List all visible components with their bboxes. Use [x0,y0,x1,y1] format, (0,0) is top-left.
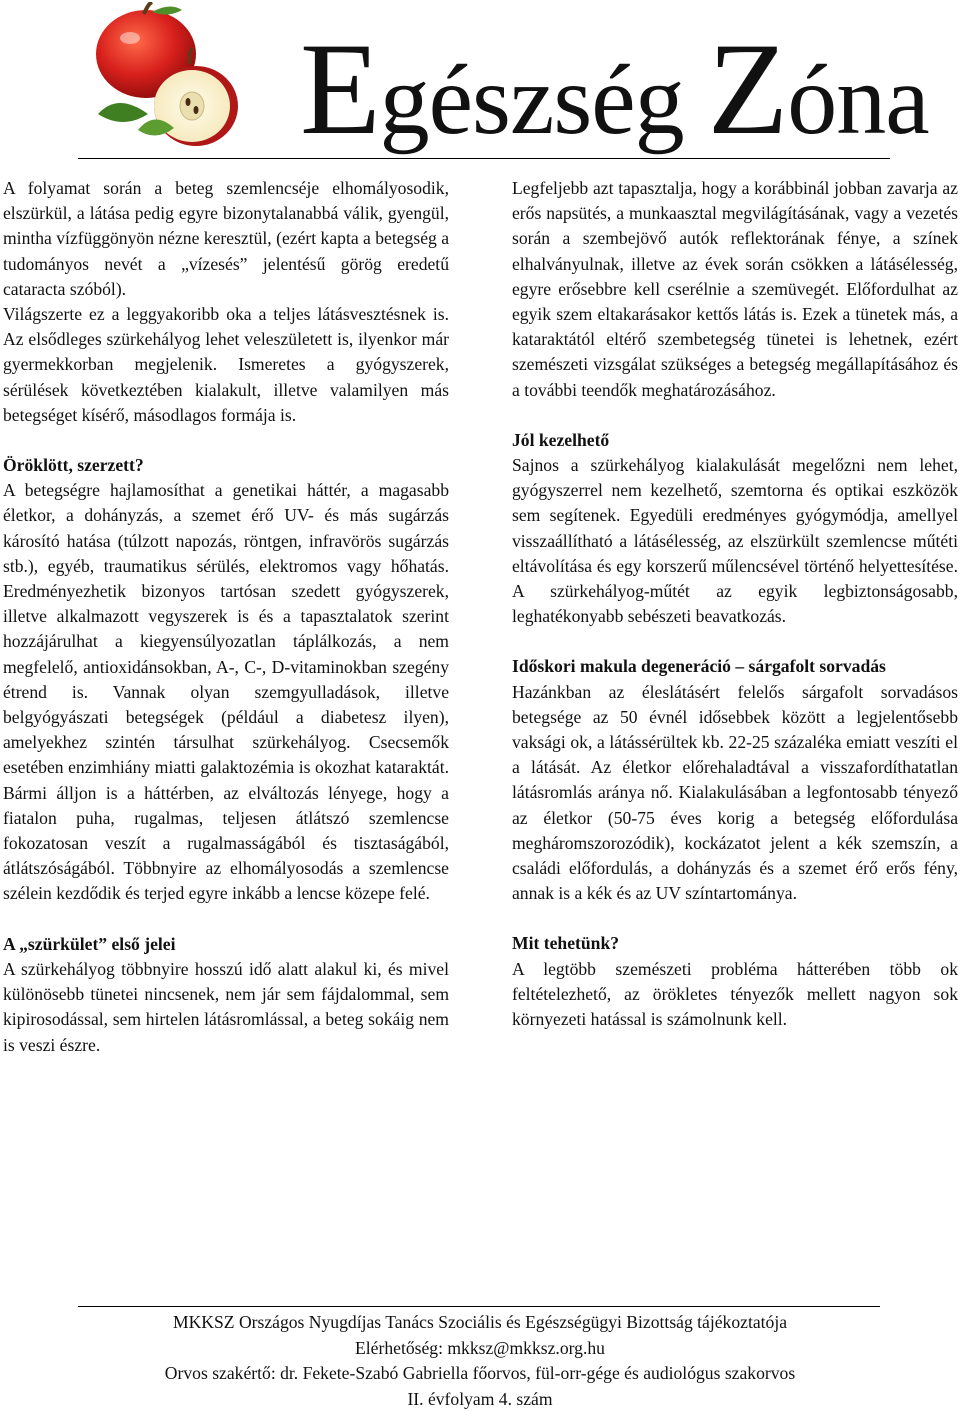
apple-logo-icon [78,2,248,150]
footer-line: MKKSZ Országos Nyugdíjas Tanács Szociális és Egészségügyi Bizottság tájékoztatója [0,1310,960,1336]
paragraph: A folyamat során a beteg szemlencséje elhomályosodik, elszürkül, a látása pedig egyre bizonytalanabbá válik, gyengül, mintha vízfüggönyön nézne keresztül, (ezért kapta a betegség a tudományos nevét a „vízesés” jelentésű görög eredetű cataracta szóból). [3,176,449,302]
spacer [512,403,958,428]
footer-contact: Elérhetőség: mkksz@mkksz.org.hu [0,1336,960,1362]
section-heading: A „szürkület” első jelei [3,932,449,957]
spacer [512,906,958,931]
page-title [300,14,929,175]
paragraph: A betegségre hajlamosíthat a genetikai háttér, a magasabb életkor, a dohányzás, a szemet érő UV- és más sugárzás károsító hatása (túlzott napozás, röntgen, infravörös sugárzás stb.), egyéb, traumatikus sérülés, elektromos vagy hőhatás. Eredményezhetik bizonyos tartósan szedett gyógyszerek, illetve alkalmazott vegyszerek is és a tapasztalatok szerint hozzájárulhat a kiegyensúlyozatlan táplálkozás, a nem megfelelő, antioxidánsokban, A-, C-, D-vitaminokban szegény étrend is. Vannak olyan szemgyulladások, illetve belgyógyászati betegségek (például a diabetesz ilyen), amelyekhez szintén társulhat szürkehályog. Csecsemők esetében enzimhiány miatti galaktozémia is okozhat kataraktát. Bármi álljon is a háttérben, az elváltozás lényege, hogy a fiatalon puha, rugalmas, teljesen átlátszó szemlencse fokozatosan veszít a rugalmasságából és tisztaságából, átlátszóságából. Többnyire az elhomályosodás a szemlencse szélein kezdődik és terjed egyre inkább a lencse közepe felé. [3,478,449,906]
footer-issue: II. évfolyam 4. szám [0,1387,960,1412]
left-column [3,176,449,1058]
header-divider [78,158,890,159]
paragraph: Hazánkban az éleslátásért felelős sárgafolt sorvadásos betegsége az 50 évnél idősebbek között a legjelentősebb vaksági ok, a látássérültek kb. 22-25 százaléka emiatt veszíti el a látását. Az életkor előrehaladtával a visszafordíthatatlan látásromlás aránya nő. Kialakulásában a legfontosabb tényező az életkor (50-75 éves korig a betegség előfordulása megháromszorozódik), kockázatot jelent a kék szemszín, a családi előfordulás, a dohányzás és a szemet érő erős fény, annak is a kék és az UV színtartománya. [512,680,958,907]
paragraph: A legtöbb szemészeti probléma hátterében több ok feltételezhető, az örökletes tényezők mellett nagyon sok környezeti hatással is számolnunk kell. [512,957,958,1033]
paragraph: Világszerte ez a leggyakoribb oka a teljes látásvesztésnek is. Az elsődleges szürkehályog lehet veleszületett is, ilyenkor már gyermekkorban megjelenik. Ismeretes a gyógyszerek, sérülések következtében kialakult, illetve valamilyen más betegséget kísérő, másodlagos formája is. [3,302,449,428]
section-heading: Időskori makula degeneráció – sárgafolt sorvadás [512,654,958,679]
title-rest-1: gészség [380,44,708,155]
footer-line: Orvos szakértő: dr. Fekete-Szabó Gabriella főorvos, fül-orr-gége és audiológus szakorvos [0,1361,960,1387]
spacer [512,629,958,654]
footer-divider [78,1306,880,1307]
title-initial-z: Z [708,15,788,162]
paragraph: Sajnos a szürkehályog kialakulását megelőzni nem lehet, gyógyszerrel nem kezelhető, szemtorna és optikai eszközök sem segítenek. Egyedüli eredményes gyógymódja, amellyel visszaállítható a látásélesség, az elszürkült szemlencse műtéti eltávolítása és egy korszerű műlencsével történő helyettesítése. A szürkehályog-műtét az egyik legbiztonságosabb, leghatékonyabb sebészeti beavatkozás. [512,453,958,629]
section-heading: Jól kezelhető [512,428,958,453]
spacer [3,907,449,932]
section-heading: Öröklött, szerzett? [3,453,449,478]
title-initial-e: E [300,15,380,162]
spacer [3,428,449,453]
footer [0,1310,960,1412]
right-column [512,176,958,1032]
title-rest-2: óna [787,44,928,155]
paragraph: A szürkehályog többnyire hosszú idő alatt alakul ki, és mivel különösebb tünetei nincsenek, nem jár sem fájdalommal, sem kipirosodással, sem hirtelen látásromlással, a beteg sokáig nem is veszi észre. [3,957,449,1058]
section-heading: Mit tehetünk? [512,931,958,956]
paragraph: Legfeljebb azt tapasztalja, hogy a korábbinál jobban zavarja az erős napsütés, a munkaasztal megvilágításának, vagy a vezetés során a szembejövő autók reflektorának fénye, a színek elhalványulnak, illetve az évek során csökken a látásélesség, egyre erősebbre kell cserélnie a szemüvegét. Előfordulhat az egyik szem eltakarásakor kettős látás is. Ezek a tünetek más, a kataraktától eltérő szembetegség tünetei is lehetnek, ezért szemészeti vizsgálat szükséges a betegség megállapításához és a további teendők meghatározásához. [512,176,958,403]
